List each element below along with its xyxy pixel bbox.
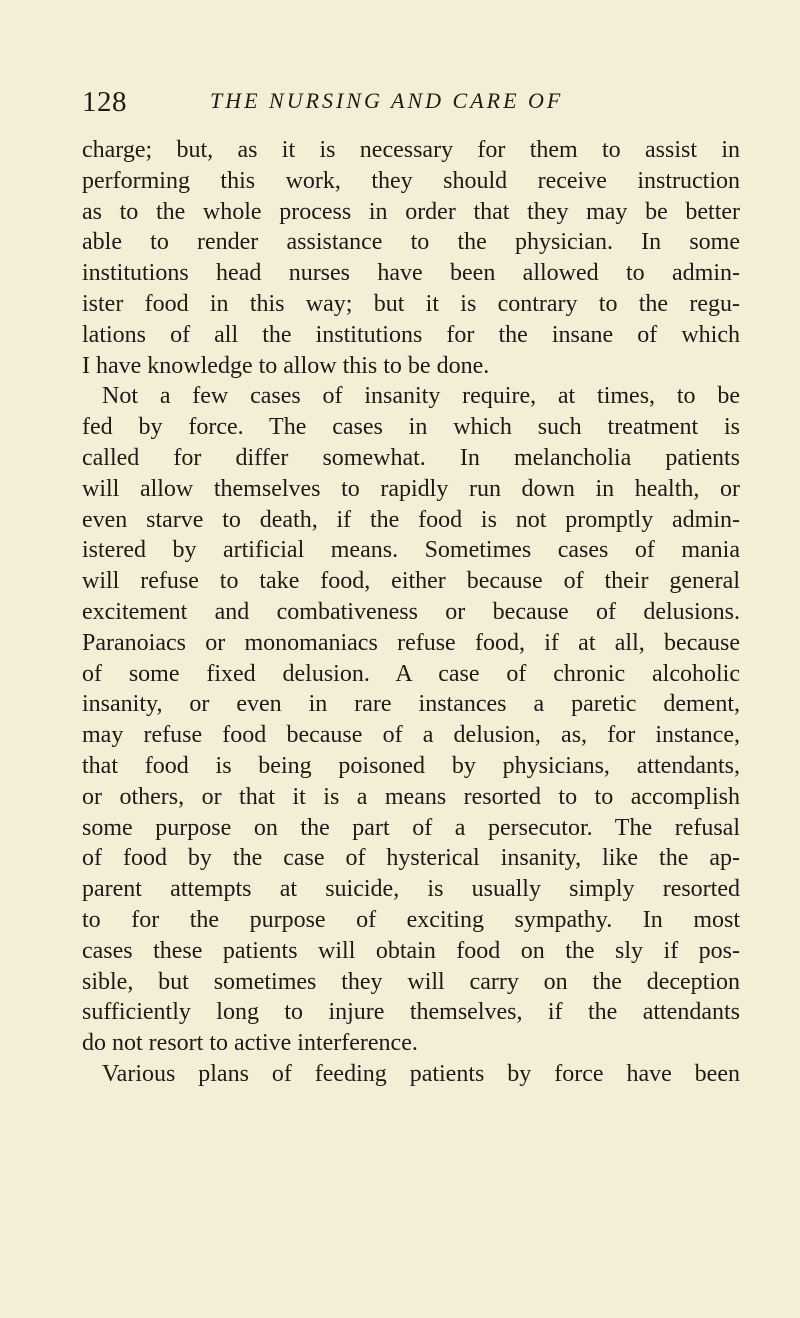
text-line: fed by force. The cases in which such treatment is [82, 414, 740, 441]
text-line: istered by artificial means. Sometimes cases of mania [82, 537, 740, 564]
running-head: THE NURSING AND CARE OF [210, 88, 564, 113]
text-line: able to render assistance to the physician. In some [82, 229, 740, 256]
text-line: institutions head nurses have been allowed to admin- [82, 260, 740, 287]
paragraph-start-line: Not a few cases of insanity require, at times, to be [102, 383, 740, 410]
text-line: that food is being poisoned by physicians, attendants, [82, 752, 740, 779]
text-line: lations of all the institutions for the insane of which [82, 321, 740, 348]
text-line: may refuse food because of a delusion, as, for instance, [82, 722, 740, 749]
page-number: 128 [82, 86, 127, 118]
text-line: performing this work, they should receive instruction [82, 167, 740, 194]
text-line: I have knowledge to allow this to be done. [82, 352, 490, 379]
text-line: will refuse to take food, either because of their general [82, 568, 740, 595]
text-line: do not resort to active interference. [82, 1030, 418, 1057]
page-header [80, 82, 740, 122]
text-line: some purpose on the part of a persecutor. The refusal [82, 814, 740, 841]
text-line: called for differ somewhat. In melancholia patients [82, 444, 740, 471]
text-line: sible, but sometimes they will carry on the deception [82, 968, 740, 995]
page-body [82, 135, 740, 1090]
paragraph-start-line: Various plans of feeding patients by force have been [102, 1060, 740, 1087]
text-line: even starve to death, if the food is not promptly admin- [82, 506, 740, 533]
text-line: insanity, or even in rare instances a paretic dement, [82, 691, 740, 718]
text-line: to for the purpose of exciting sympathy. In most [82, 906, 740, 933]
text-line: excitement and combativeness or because of delusions. [82, 598, 740, 625]
text-line: or others, or that it is a means resorted to to accomplish [82, 783, 740, 810]
text-line: will allow themselves to rapidly run down in health, or [82, 475, 740, 502]
text-line: as to the whole process in order that they may be better [82, 198, 740, 225]
text-line: Paranoiacs or monomaniacs refuse food, if at all, because [82, 629, 740, 656]
text-line: charge; but, as it is necessary for them to assist in [82, 137, 740, 163]
text-line: cases these patients will obtain food on the sly if pos- [82, 937, 740, 964]
text-line: of food by the case of hysterical insanity, like the ap- [82, 845, 740, 872]
text-line: parent attempts at suicide, is usually simply resorted [82, 876, 740, 903]
text-line: of some fixed delusion. A case of chronic alcoholic [82, 660, 740, 687]
text-line: ister food in this way; but it is contrary to the regu- [82, 290, 740, 317]
text-line: sufficiently long to injure themselves, if the attendants [82, 999, 740, 1026]
